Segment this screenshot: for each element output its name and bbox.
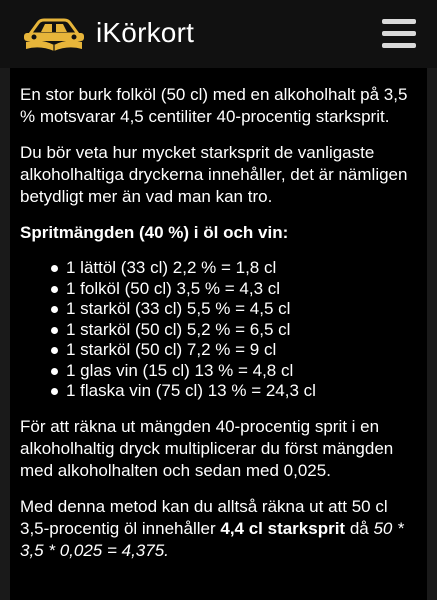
example-result: 4,4 cl starksprit — [220, 518, 346, 538]
example-formula: 50 * 3,5 * 0,025 = 4,375. — [20, 518, 404, 560]
menu-bar — [382, 19, 416, 24]
app-header — [0, 0, 437, 68]
list-item: 1 lättöl (33 cl) 2,2 % = 1,8 cl — [50, 258, 417, 279]
list-item: 1 flaska vin (75 cl) 13 % = 24,3 cl — [50, 381, 417, 402]
intro-paragraph: En stor burk folköl (50 cl) med en alkoholhalt på 3,5 % motsvarar 4,5 centiliter 40-procentig starksprit. — [20, 85, 408, 126]
menu-bar — [382, 31, 416, 36]
list-item: 1 glas vin (15 cl) 13 % = 4,8 cl — [50, 361, 417, 382]
list-item: 1 starköl (33 cl) 5,5 % = 4,5 cl — [50, 299, 417, 320]
hamburger-menu-icon[interactable] — [382, 15, 416, 49]
list-item: 1 starköl (50 cl) 7,2 % = 9 cl — [50, 340, 417, 361]
section-heading: Spritmängden (40 %) i öl och vin: — [20, 223, 289, 242]
list-item: 1 starköl (50 cl) 5,2 % = 6,5 cl — [50, 320, 417, 341]
info-paragraph: Du bör veta hur mycket starksprit de vanligaste alkoholhaltiga dryckerna innehåller, det är nämligen betydligt mer än vad man kan tro. — [20, 143, 408, 206]
example-text-mid: då — [345, 518, 374, 538]
spirit-amount-list — [20, 258, 417, 402]
menu-bar — [382, 43, 416, 48]
article-content — [10, 68, 427, 600]
brand-title[interactable]: iKörkort — [96, 17, 195, 48]
list-item: 1 folköl (50 cl) 3,5 % = 4,3 cl — [50, 279, 417, 300]
example-text: Med denna metod kan du alltså räkna ut att 50 cl 3,5-procentig öl innehåller — [20, 496, 388, 538]
calculation-paragraph: För att räkna ut mängden 40-procentig sprit i en alkoholhaltig dryck multiplicerar du först mängden med alkoholhalten och sedan med 0,025. — [20, 416, 394, 480]
car-book-logo-icon[interactable] — [20, 14, 88, 52]
example-paragraph — [20, 496, 417, 562]
